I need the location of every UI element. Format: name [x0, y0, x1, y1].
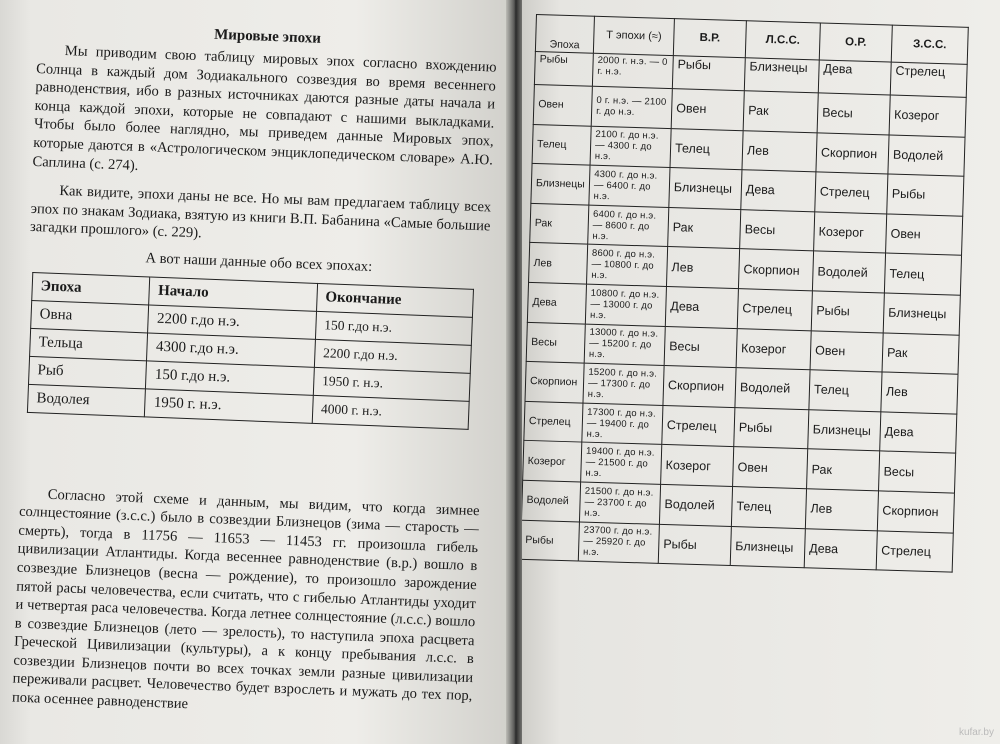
- section-title: Мировые эпохи: [213, 26, 322, 47]
- cell-spring-equinox: Рыбы: [672, 56, 745, 91]
- cell-winter-solstice: Рыбы: [887, 174, 964, 216]
- cell-autumn-equinox: Телец: [809, 370, 882, 412]
- cell-spring-equinox: Весы: [664, 326, 737, 368]
- left-page-content: [12, 20, 498, 725]
- cell-end: 4000 г. н.э.: [312, 395, 469, 429]
- cell-summer-solstice: Водолей: [735, 368, 810, 410]
- cell-epoch: Весы: [526, 322, 585, 363]
- cell-winter-solstice: Рак: [882, 333, 959, 375]
- cell-epoch: Рак: [530, 203, 589, 244]
- header-summer-solstice: Л.С.С.: [745, 21, 820, 60]
- header-start: Начало: [149, 277, 317, 311]
- cell-autumn-equinox: Козерог: [814, 212, 887, 254]
- cell-spring-equinox: Стрелец: [662, 405, 735, 447]
- cell-epoch: Тельца: [30, 328, 148, 360]
- cell-epoch: Скорпион: [525, 362, 584, 403]
- cell-summer-solstice: Козерог: [736, 328, 811, 370]
- cell-spring-equinox: Телец: [670, 128, 743, 170]
- second-paragraph: Как видите, эпохи даны не все. Но мы вам предлагаем таблицу всех эпох по знакам Зодиака, взятую из книги В.П. Бабанина «Самые большие загадки прошлого» (с. 229).: [29, 183, 492, 242]
- cell-spring-equinox: Овен: [671, 89, 744, 131]
- table-caption: А вот наши данные обо всех эпохах:: [145, 250, 373, 275]
- cell-period: 15200 г. до н.э. — 17300 г. до н.э.: [583, 363, 664, 405]
- right-page: [522, 0, 1000, 744]
- cell-spring-equinox: Водолей: [659, 484, 732, 526]
- cell-period: 19400 г. до н.э. — 21500 г. до н.э.: [581, 442, 662, 484]
- cell-start: 2200 г.до н.э.: [148, 305, 316, 339]
- cell-end: 2200 г.до н.э.: [314, 339, 471, 373]
- right-page-content: [522, 14, 969, 573]
- cell-spring-equinox: Близнецы: [669, 168, 742, 210]
- cell-period: 23700 г. до н.э. — 25920 г. до н.э.: [578, 522, 659, 564]
- cell-autumn-equinox: Дева: [818, 60, 891, 95]
- header-period: Т эпохи (≈): [593, 16, 674, 55]
- cell-winter-solstice: Лев: [881, 372, 958, 414]
- header-spring-equinox: В.Р.: [673, 19, 746, 58]
- cell-spring-equinox: Лев: [666, 247, 739, 289]
- header-winter-solstice: З.С.С.: [891, 25, 968, 64]
- cell-epoch: Телец: [532, 124, 591, 165]
- cell-autumn-equinox: Овен: [810, 330, 883, 372]
- header-end: Окончание: [316, 283, 473, 317]
- cell-summer-solstice: Близнецы: [730, 526, 805, 568]
- cell-epoch: Близнецы: [531, 164, 590, 205]
- cell-winter-solstice: Стрелец: [890, 62, 967, 97]
- cell-epoch: Рыбы: [522, 520, 579, 561]
- cell-summer-solstice: Овен: [733, 447, 808, 489]
- zodiac-epochs-table: [522, 14, 969, 573]
- cell-period: 17300 г. до н.э. — 19400 г. до н.э.: [582, 403, 663, 445]
- cell-winter-solstice: Скорпион: [877, 491, 954, 533]
- cell-period: 4300 г. до н.э. — 6400 г. до н.э.: [589, 165, 670, 207]
- cell-period: 6400 г. до н.э. — 8600 г. до н.э.: [588, 205, 669, 247]
- cell-summer-solstice: Близнецы: [744, 58, 819, 93]
- cell-epoch: Рыбы: [534, 51, 593, 86]
- cell-epoch: Рыб: [29, 356, 147, 388]
- watermark: kufar.by: [958, 727, 994, 738]
- cell-period: 13000 г. до н.э. — 15200 г. до н.э.: [584, 324, 665, 366]
- cell-winter-solstice: Дева: [880, 412, 957, 454]
- analysis-paragraph: Согласно этой схеме и данным, мы видим, что когда зимнее солнцестояние (з.с.с.) было в созвездии Близнецов (зима — старость — смерть), тогда в 11756 — 11653 — 11453 гг. произошла гибель цивилизации Атлантиды. Когда весеннее равноденствие (в.р.) вошло в созвездие Близнецов (весна — рождение), то произошло зарождение пятой расы человечества, если считать, что с гибелью Атлантиды уходит и четвертая раса человечества. Когда летнее солнцестояние (л.с.с.) вошло в созвездие Близнецов (лето — зрелость), то наступила эпоха расцвета Греческой Цивилизации (культуры), а к концу пребывания л.с.с. в созвездии Близнецов почти во всех точках земли разные цивилизации переживали расцвет. Человечество будет взрослеть и мужать до тех пор, пока осеннее равноденствие: [11, 486, 480, 713]
- cell-summer-solstice: Стрелец: [737, 289, 812, 331]
- cell-end: 150 г.до н.э.: [315, 311, 472, 345]
- cell-winter-solstice: Водолей: [888, 135, 965, 177]
- epochs-summary-table: [27, 271, 474, 429]
- header-autumn-equinox: О.Р.: [819, 23, 892, 62]
- cell-spring-equinox: Рыбы: [658, 524, 731, 566]
- cell-end: 1950 г. н.э.: [313, 367, 470, 401]
- cell-autumn-equinox: Водолей: [812, 251, 885, 293]
- cell-start: 4300 г.до н.э.: [147, 332, 315, 366]
- cell-period: 8600 г. до н.э. — 10800 г. до н.э.: [587, 245, 668, 287]
- cell-autumn-equinox: Близнецы: [808, 410, 881, 452]
- cell-epoch: Стрелец: [524, 401, 583, 442]
- cell-autumn-equinox: Рак: [807, 449, 880, 491]
- cell-period: 2000 г. н.э. — 0 г. н.э.: [592, 53, 673, 88]
- cell-summer-solstice: Дева: [741, 170, 816, 212]
- cell-epoch: Водолей: [522, 480, 581, 521]
- cell-epoch: Водолея: [27, 384, 145, 416]
- cell-period: 10800 г. до н.э. — 13000 г. до н.э.: [585, 284, 666, 326]
- cell-autumn-equinox: Дева: [804, 528, 877, 570]
- cell-summer-solstice: Рак: [743, 91, 818, 133]
- cell-spring-equinox: Дева: [665, 286, 738, 328]
- cell-winter-solstice: Овен: [886, 214, 963, 256]
- cell-autumn-equinox: Весы: [817, 93, 890, 135]
- cell-epoch: Козерог: [523, 441, 582, 482]
- cell-epoch: Дева: [527, 282, 586, 323]
- header-epoch: Эпоха: [535, 15, 594, 54]
- cell-period: 2100 г. до н.э. — 4300 г. до н.э.: [590, 126, 671, 168]
- cell-winter-solstice: Козерог: [889, 95, 966, 137]
- cell-summer-solstice: Телец: [731, 486, 806, 528]
- cell-autumn-equinox: Лев: [805, 489, 878, 531]
- cell-autumn-equinox: Скорпион: [816, 132, 889, 174]
- cell-summer-solstice: Лев: [742, 130, 817, 172]
- cell-period: 21500 г. до н.э. — 23700 г. до н.э.: [579, 482, 660, 524]
- cell-spring-equinox: Рак: [668, 207, 741, 249]
- header-epoch: Эпоха: [32, 272, 150, 304]
- cell-start: 1950 г. н.э.: [145, 388, 313, 422]
- cell-winter-solstice: Близнецы: [883, 293, 960, 335]
- cell-autumn-equinox: Стрелец: [815, 172, 888, 214]
- intro-paragraph: Мы приводим свою таблицу мировых эпох согласно вхождению Солнца в каждый дом Зодиакального созвездия во время весеннего равноденствия, ибо в разных источниках даются разные даты начала и конца каждой эпохи, которые не совпадают с нашими выкладками. Чтобы было более наглядно, мы приведем данные Мировых эпох, которые даются в «Астрологическом энциклопедическом словаре» А.Ю. Саплина (с. 274).: [32, 43, 497, 174]
- cell-epoch: Овен: [533, 84, 592, 125]
- cell-winter-solstice: Стрелец: [876, 530, 953, 572]
- cell-epoch: Лев: [529, 243, 588, 284]
- cell-start: 150 г.до н.э.: [146, 360, 314, 394]
- cell-summer-solstice: Весы: [740, 209, 815, 251]
- cell-period: 0 г. н.э. — 2100 г. до н.э.: [591, 86, 672, 128]
- cell-spring-equinox: Скорпион: [663, 366, 736, 408]
- cell-epoch: Овна: [31, 300, 149, 332]
- cell-winter-solstice: Телец: [884, 253, 961, 295]
- cell-summer-solstice: Рыбы: [734, 407, 809, 449]
- cell-summer-solstice: Скорпион: [738, 249, 813, 291]
- cell-winter-solstice: Весы: [879, 451, 956, 493]
- cell-autumn-equinox: Рыбы: [811, 291, 884, 333]
- cell-spring-equinox: Козерог: [661, 445, 734, 487]
